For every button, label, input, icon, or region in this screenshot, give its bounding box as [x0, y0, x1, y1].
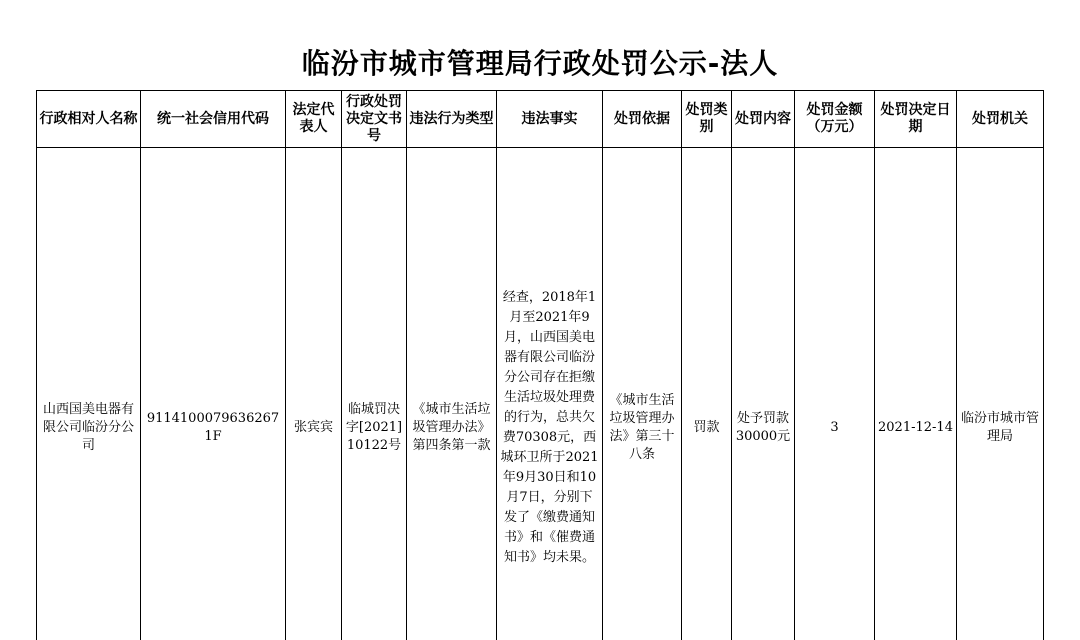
col-header-basis: 处罚依据: [603, 91, 682, 148]
col-header-decision-no: 行政处罚决定文书号: [342, 91, 407, 148]
col-header-legal-rep: 法定代表人: [286, 91, 342, 148]
cell-legal-rep: 张宾宾: [286, 148, 342, 640]
col-header-category: 处罚类别: [682, 91, 732, 148]
col-header-authority: 处罚机关: [957, 91, 1044, 148]
col-header-date: 处罚决定日期: [875, 91, 957, 148]
col-header-party-name: 行政相对人名称: [37, 91, 141, 148]
cell-content: 处予罚款30000元: [732, 148, 795, 640]
cell-party-name: 山西国美电器有限公司临汾分公司: [37, 148, 141, 640]
col-header-violation-type: 违法行为类型: [407, 91, 497, 148]
col-header-facts: 违法事实: [497, 91, 603, 148]
table-row: [37, 148, 1044, 640]
cell-date: 2021-12-14: [875, 148, 957, 640]
cell-authority: 临汾市城市管理局: [957, 148, 1044, 640]
penalty-table: [36, 90, 1044, 640]
page-title: 临汾市城市管理局行政处罚公示-法人: [301, 47, 779, 80]
cell-category: 罚款: [682, 148, 732, 640]
col-header-amount: 处罚金额（万元）: [795, 91, 875, 148]
cell-basis: 《城市生活垃圾管理办法》第三十八条: [603, 148, 682, 640]
cell-violation-type: 《城市生活垃圾管理办法》第四条第一款: [407, 148, 497, 640]
cell-decision-no: 临城罚决字[2021]10122号: [342, 148, 407, 640]
cell-facts: 经查，2018年1月至2021年9月，山西国美电器有限公司临汾分公司存在拒缴生活垃圾处理费的行为，总共欠费70308元，西城环卫所于2021年9月30日和10月7日，分别下发了《缴费通知书》和《催费通知书》均未果。: [497, 148, 603, 640]
header-row: [37, 91, 1044, 148]
cell-credit-code: 91141000796362671F: [141, 148, 286, 640]
cell-amount: 3: [795, 148, 875, 640]
col-header-credit-code: 统一社会信用代码: [141, 91, 286, 148]
col-header-content: 处罚内容: [732, 91, 795, 148]
